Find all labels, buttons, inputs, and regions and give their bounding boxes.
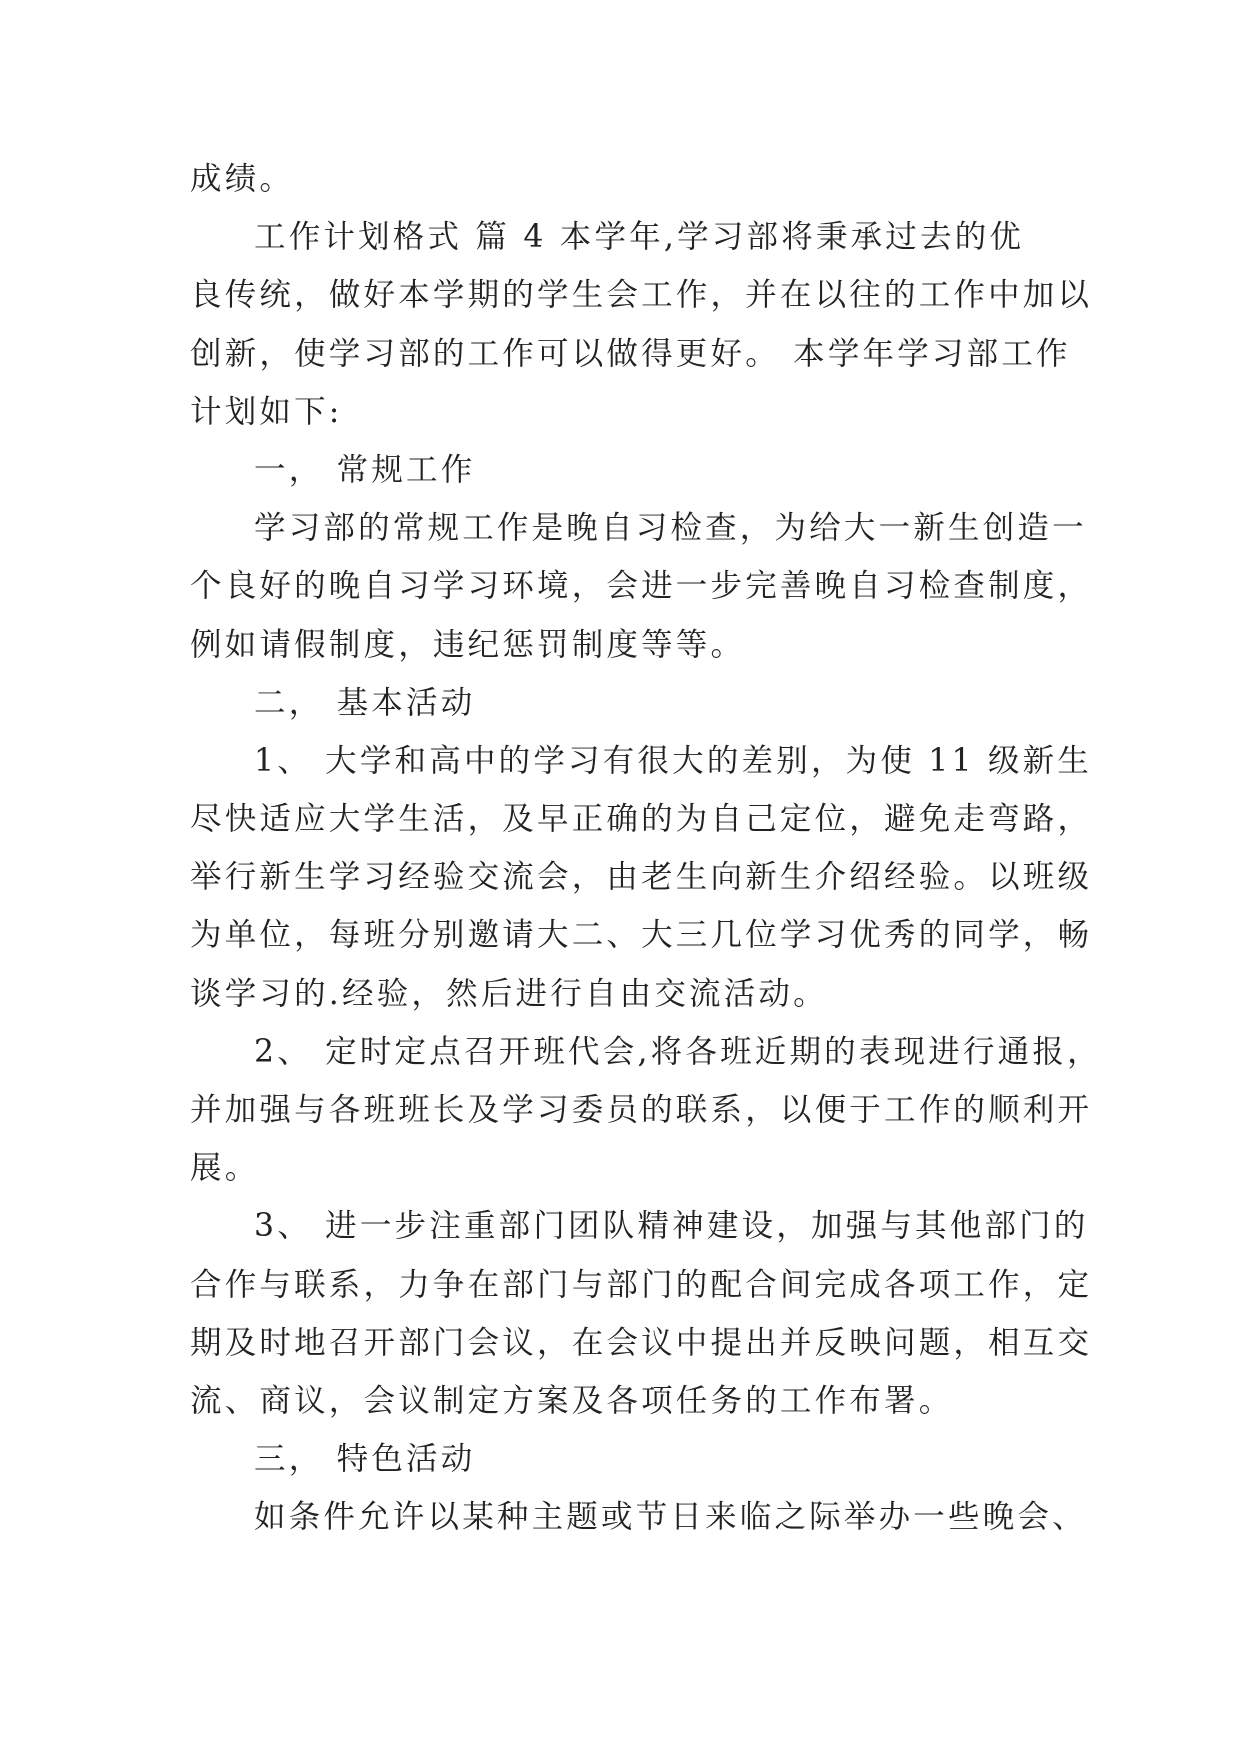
text-line: 良传统，做好本学期的学生会工作，并在以往的工作中加以 [190,277,1093,314]
text-line: 如条件允许以某种主题或节日来临之际举办一些晚会、 [254,1499,1087,1536]
text-line: 计划如下: [190,393,343,430]
text-line: 为单位，每班分别邀请大二、大三几位学习优秀的同学，畅 [190,917,1093,954]
text-line: 工作计划格式 篇 4 本学年,学习部将秉承过去的优 [254,219,1025,256]
section-heading: 二， 基本活动 [254,684,476,721]
text-line: 创新，使学习部的工作可以做得更好。 本学年学习部工作 [190,335,1071,372]
text-line: 合作与联系，力争在部门与部门的配合间完成各项工作，定 [190,1266,1093,1303]
text-line: 例如请假制度，违纪惩罚制度等等。 [190,626,746,663]
text-line: 举行新生学习经验交流会，由老生向新生介绍经验。以班级 [190,859,1093,896]
text-line: 个良好的晚自习学习环境，会进一步完善晚自习检查制度， [190,568,1093,605]
text-line: 并加强与各班班长及学习委员的联系，以便于工作的顺利开 [190,1092,1093,1128]
document-body [190,150,1102,1547]
text-line: 期及时地召开部门会议，在会议中提出并反映问题，相互交 [190,1324,1093,1361]
text-line: 1、 大学和高中的学习有很大的差别，为使 11 级新生 [254,742,1093,779]
text-line: 展。 [190,1150,260,1187]
text-line: 2、 定时定点召开班代会,将各班近期的表现进行通报， [254,1033,1102,1070]
text-line: 尽快适应大学生活，及早正确的为自己定位，避免走弯路， [190,801,1093,838]
text-line: 谈学习的.经验，然后进行自由交流活动。 [190,975,828,1012]
text-line: 成绩。 [190,161,295,197]
text-line: 流、商议，会议制定方案及各项任务的工作布署。 [190,1382,954,1419]
text-line: 3、 进一步注重部门团队精神建设，加强与其他部门的 [254,1208,1089,1245]
section-heading: 三， 特色活动 [254,1441,476,1478]
section-heading: 一， 常规工作 [254,451,476,488]
text-line: 学习部的常规工作是晚自习检查，为给大一新生创造一 [254,510,1087,547]
